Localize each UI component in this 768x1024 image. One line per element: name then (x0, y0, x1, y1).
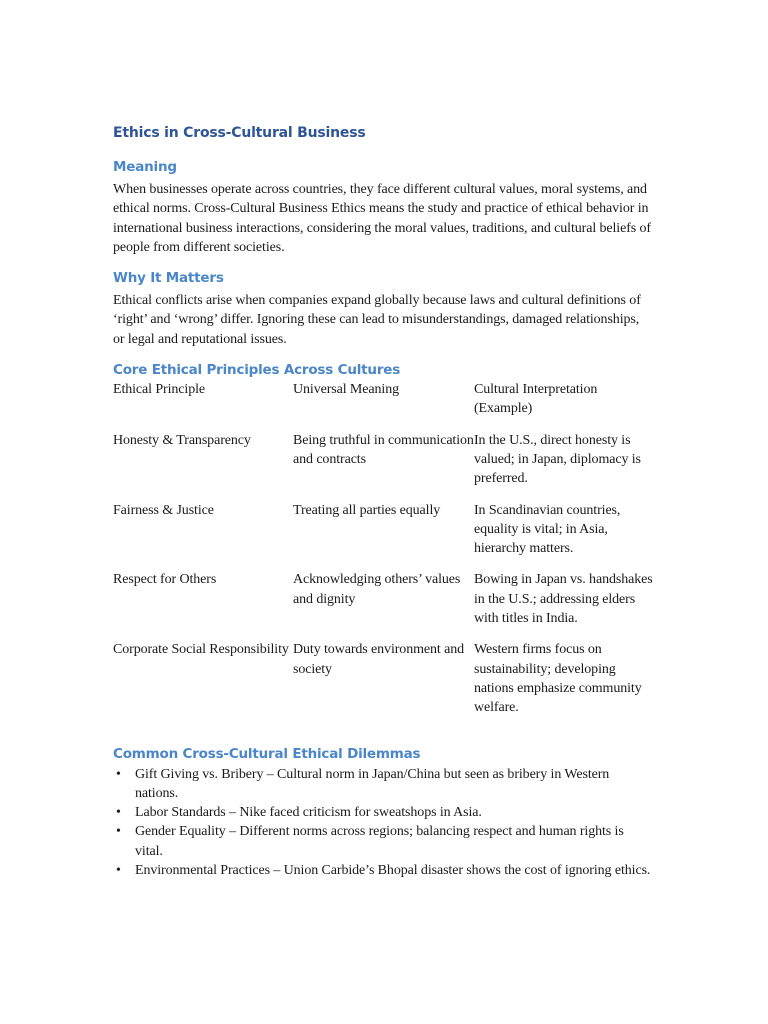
bullet-icon: • (116, 766, 121, 782)
list-item-text: Environmental Practices – Union Carbide’s Bhopal disaster shows the cost of ignoring ethics. (135, 863, 651, 879)
principles-table (113, 380, 653, 729)
list-item-text: Gift Giving vs. Bribery – Cultural norm in Japan/China but seen as bribery in Western nations. (135, 766, 610, 801)
document-page (113, 125, 653, 880)
table-cell: Fairness & Justice (113, 502, 214, 518)
table-cell: Bowing in Japan vs. handshakes in the U.S.; addressing elders with titles in India. (474, 572, 653, 627)
column-header-cultural-interpretation: Cultural Interpretation (Example) (474, 382, 598, 417)
table-cell: Treating all parties equally (293, 502, 441, 518)
list-item (113, 803, 653, 822)
meaning-paragraph: When businesses operate across countries, they face different cultural values, moral systems, and ethical norms. Cross-Cultural Business Ethics means the study and practice of ethical behavior in international business interactions, considering the moral values, traditions, and cultural beliefs of people from different societies. (113, 182, 651, 255)
table-cell: Corporate Social Responsibility (113, 642, 289, 658)
table-row (113, 501, 653, 571)
table-cell: Being truthful in communication and contracts (293, 432, 474, 467)
heading-meaning: Meaning (113, 159, 177, 175)
column-header-universal-meaning: Universal Meaning (293, 382, 399, 398)
list-item (113, 765, 653, 804)
bullet-icon: • (116, 824, 121, 840)
table-cell: Duty towards environment and society (293, 642, 464, 677)
table-header-row (113, 380, 653, 431)
table-cell: Respect for Others (113, 572, 217, 588)
heading-why-it-matters: Why It Matters (113, 270, 224, 287)
bullet-icon: • (116, 805, 121, 821)
table-cell: In Scandinavian countries, equality is vital; in Asia, hierarchy matters. (474, 502, 621, 557)
table-row (113, 431, 653, 501)
table-row (113, 640, 653, 729)
table-cell: In the U.S., direct honesty is valued; in Japan, diplomacy is preferred. (474, 432, 641, 487)
document-title: Ethics in Cross-Cultural Business (113, 125, 366, 141)
heading-dilemmas: Common Cross-Cultural Ethical Dilemmas (113, 745, 421, 762)
table-cell: Honesty & Transparency (113, 432, 251, 448)
column-header-principle: Ethical Principle (113, 382, 205, 398)
list-item-text: Gender Equality – Different norms across regions; balancing respect and human rights is vital. (135, 824, 624, 859)
dilemmas-list (113, 765, 653, 881)
table-cell: Western firms focus on sustainability; developing nations emphasize community welfare. (474, 642, 642, 716)
list-item (113, 822, 653, 861)
heading-core-principles: Core Ethical Principles Across Cultures (113, 362, 401, 379)
list-item (113, 861, 653, 880)
table-cell: Acknowledging others’ values and dignity (293, 572, 461, 607)
table-row (113, 570, 653, 640)
why-it-matters-paragraph: Ethical conflicts arise when companies expand globally because laws and cultural definitions of ‘right’ and ‘wrong’ differ. Ignoring these can lead to misunderstandings, damaged relationships, or legal and reputational issues. (113, 293, 641, 347)
list-item-text: Labor Standards – Nike faced criticism for sweatshops in Asia. (135, 805, 482, 821)
bullet-icon: • (116, 863, 121, 879)
